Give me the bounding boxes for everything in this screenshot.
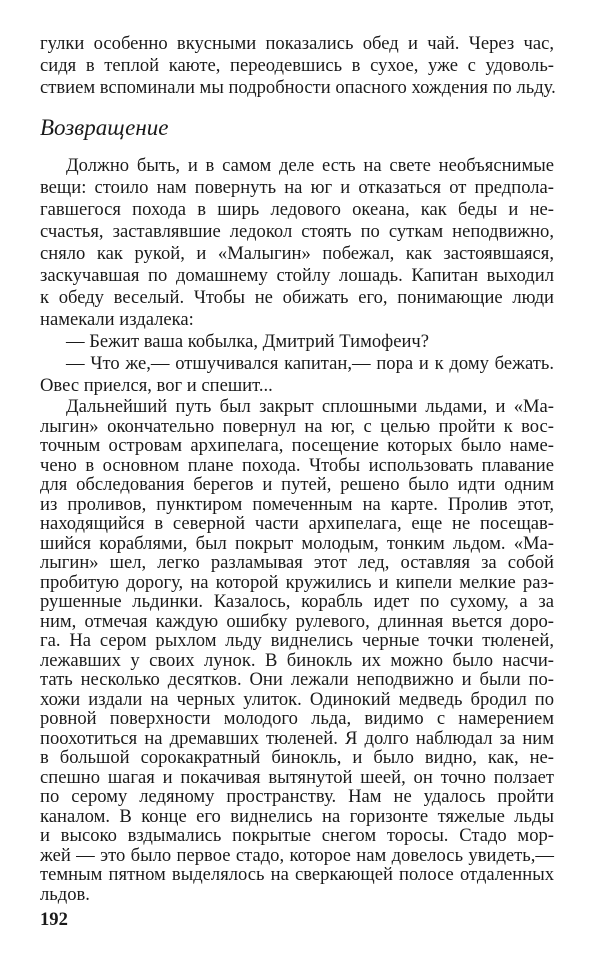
- text-line: точным островам архипелага, посещение которых было наме-: [40, 435, 554, 457]
- text-line: и высоко вздымались покрытые снегом торосы. Стадо мор-: [40, 825, 554, 847]
- text-line: пробитую дорогу, на которой кружились и кипели мелкие раз-: [40, 571, 554, 593]
- text-line: гавшегося похода в ширь ледового океана, как беды и не-: [40, 199, 554, 220]
- text-line: лежавших у своих лунок. В бинокль их можно было насчи-: [40, 649, 554, 671]
- text-line: сидя в теплой каюте, переодевшись в сухое, уже с удоволь-: [40, 55, 554, 76]
- text-line: шийся кораблями, был покрыт молодым, тонким льдом. «Ма-: [40, 532, 554, 554]
- text-line: льдов.: [40, 884, 90, 905]
- text-line: для обследования берегов и путей, решено было идти одним: [40, 474, 554, 496]
- text-line: каналом. В конце его виднелись на горизонте тяжелые льды: [40, 805, 554, 827]
- dialogue-line: — Бежит ваша кобылка, Дмитрий Тимофеич?: [66, 331, 430, 352]
- text-line: Дальнейший путь был закрыт сплошными льдами, и «Ма-: [66, 396, 554, 417]
- text-line: Должно быть, и в самом деле есть на свете необъяснимые: [66, 155, 554, 176]
- text-line: ствием вспоминали мы подробности опасного хождения по льду.: [40, 77, 556, 98]
- text-line: счастья, заставлявшие ледокол стоять по суткам неподвижно,: [40, 221, 554, 242]
- text-line: по серому ледяному пространству. Нам не удалось пройти: [40, 786, 554, 808]
- text-line: хожи издали на черных улиток. Одинокий медведь бродил по: [40, 688, 554, 710]
- text-line: темным пятном выделялось на сверкающей полосе отдаленных: [40, 864, 554, 886]
- text-line: лыгин» окончательно повернул на юг, с целью пройти к вос-: [40, 415, 554, 437]
- text-line: заскучавшая по домашнему стойлу лошадь. Капитан выходил: [40, 265, 554, 286]
- dialogue-line: Овес приелся, вог и спешит...: [40, 375, 273, 396]
- text-line: в большой сорокакратный бинокль, и было видно, как, не-: [40, 747, 554, 769]
- section-heading: Возвращение: [40, 115, 169, 140]
- text-line: поохотиться на дремавших тюленей. Я долго наблюдал за ним: [40, 727, 554, 749]
- text-line: из проливов, пунктиром помеченным на карте. Пролив этот,: [40, 493, 554, 515]
- text-line: рушенные льдинки. Казалось, корабль идет по сухому, а за: [40, 591, 554, 613]
- text-line: лыгин» шел, легко разламывая этот лед, оставляя за собой: [40, 552, 554, 574]
- text-line: вещи: стоило нам повернуть на юг и отказаться от предпола-: [40, 177, 554, 198]
- text-line: спешно шагая и покачивая вытянутой шеей, он точно ползает: [40, 766, 554, 788]
- page-number: 192: [40, 909, 68, 930]
- text-line: ним, отмечая каждую ошибку рулевого, длинная вьется доро-: [40, 610, 554, 632]
- text-line: намекали издалека:: [40, 309, 194, 330]
- text-line: чено в основном плане похода. Чтобы использовать плавание: [40, 454, 554, 476]
- text-line: сняло как рукой, и «Малыгин» побежал, как застоявшаяся,: [40, 243, 554, 264]
- text-line: га. На сером рыхлом льду виднелись черные точки тюленей,: [40, 630, 554, 652]
- text-line: ровной поверхности молодого льда, видимо с намерением: [40, 708, 554, 730]
- text-line: гулки особенно вкусными показались обед и чай. Через час,: [40, 33, 554, 54]
- text-line: тать несколько десятков. Они лежали неподвижно и были по-: [40, 669, 554, 691]
- text-line: к обеду веселый. Чтобы не обижать его, понимающие люди: [40, 287, 554, 308]
- dialogue-line: — Что же,— отшучивался капитан,— пора и к дому бежать.: [66, 353, 554, 374]
- text-line: жей — это было первое стадо, которое нам довелось увидеть,—: [40, 844, 554, 866]
- text-line: находящийся в северной части архипелага, еще не посещав-: [40, 513, 554, 535]
